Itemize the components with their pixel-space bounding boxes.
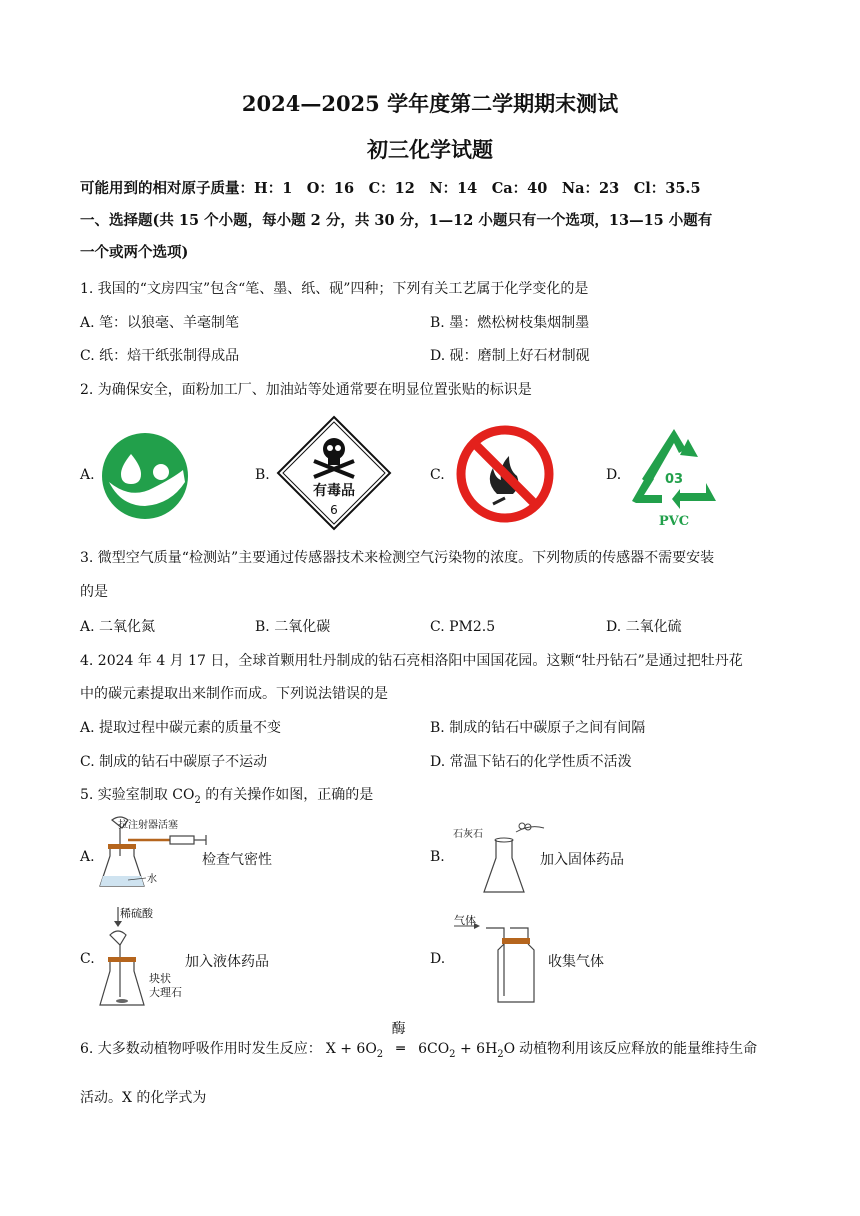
q5-b-caption: 加入固体药品	[540, 852, 624, 868]
add-solid-flask-apparatus-icon	[480, 818, 546, 896]
q1-option-c: C. 纸：焙干纸张制得成品	[80, 348, 240, 364]
q1-option-b: B. 墨：燃松树枝集烟制墨	[430, 315, 590, 331]
recycling-code: 03	[664, 472, 684, 487]
q6-stem-cont: 活动。X 的化学式为	[80, 1090, 207, 1106]
q5-d-label-gas: 气体	[454, 914, 476, 927]
equation-catalyst: 酶	[391, 1021, 406, 1037]
toxic-sign-number: 6	[330, 503, 338, 517]
q5-c-label-lump: 块状	[149, 972, 171, 985]
q2-option-b: B.	[255, 467, 270, 483]
q2-stem: 2. 为确保安全，面粉加工厂、加油站等处通常要在明显位置张贴的标识是	[80, 382, 532, 398]
atomic-masses: 可能用到的相对原子质量：H：1 O：16 C：12 N：14 Ca：40 Na：23 Cl：35.5	[80, 180, 701, 197]
q5-option-c: C.	[80, 951, 95, 967]
q4-option-d: D. 常温下钻石的化学性质不活泼	[430, 754, 632, 770]
exam-title: 2024—2025 学年度第二学期期末测试	[241, 91, 619, 116]
section1-heading-cont: 一个或两个选项)	[80, 244, 189, 261]
q3-stem-cont: 的是	[80, 584, 108, 600]
q5-option-b: B.	[430, 849, 445, 865]
q1-stem: 1. 我国的“文房四宝”包含“笔、墨、纸、砚”四种；下列有关工艺属于化学变化的是	[80, 281, 589, 297]
q5-a-label-water: 水	[147, 874, 157, 885]
q2-option-c: C.	[430, 467, 445, 483]
q4-stem-cont: 中的碳元素提取出来制作而成。下列说法错误的是	[80, 686, 388, 702]
q4-option-b: B. 制成的钻石中碳原子之间有间隔	[430, 720, 646, 736]
q1-option-a: A. 笔：以狼毫、羊毫制笔	[80, 315, 240, 331]
q3-option-a: A. 二氧化氮	[80, 619, 156, 635]
q5-a-label-syringe: 拉注射器活塞	[118, 820, 178, 831]
toxic-sign-text: 有毒品	[313, 483, 355, 499]
q5-c-label-acid: 稀硫酸	[120, 907, 153, 920]
q5-option-a: A.	[80, 849, 95, 865]
water-saving-sign-icon	[101, 432, 189, 520]
q3-stem: 3. 微型空气质量“检测站”主要通过传感器技术来检测空气污染物的浓度。下列物质的传感器不需要安装	[80, 550, 715, 566]
exam-subtitle: 初三化学试题	[367, 137, 493, 162]
q1-option-d: D. 砚：磨制上好石材制砚	[430, 348, 590, 364]
q4-option-a: A. 提取过程中碳元素的质量不变	[80, 720, 282, 736]
q3-option-b: B. 二氧化碳	[255, 619, 331, 635]
recycling-pvc-sign-icon	[626, 421, 722, 531]
q3-option-c: C. PM2.5	[430, 619, 496, 635]
no-open-flame-sign-icon	[455, 424, 555, 524]
q5-option-d: D.	[430, 951, 446, 967]
q2-option-a: A.	[80, 467, 95, 483]
toxic-hazard-sign-icon	[276, 415, 392, 531]
q4-option-c: C. 制成的钻石中碳原子不运动	[80, 754, 268, 770]
q5-d-caption: 收集气体	[548, 954, 604, 970]
q5-c-label-marble: 大理石	[149, 986, 182, 999]
respiration-equation: $X + 6O_2$ 酶 ═ $6CO_2 + 6H_2O$	[325, 1021, 516, 1060]
q2-option-d: D.	[606, 467, 622, 483]
q4-stem: 4. 2024 年 4 月 17 日，全球首颗用牡丹制成的钻石亮相洛阳中国国花园。这颗“牡丹钻石”是通过把牡丹花	[80, 653, 743, 669]
q5-stem: 5. 实验室制取 $CO_2$ 的有关操作如图，正确的是	[80, 787, 374, 806]
q5-a-caption: 检查气密性	[202, 852, 272, 868]
recycling-material: PVC	[658, 514, 690, 529]
q5-c-caption: 加入液体药品	[185, 954, 269, 970]
q5-b-label-limestone: 石灰石	[453, 829, 483, 840]
section1-heading: 一、选择题(共 15 个小题，每小题 2 分，共 30 分，1—12 小题只有一个选项，13—15 小题有	[80, 212, 713, 229]
q3-option-d: D. 二氧化硫	[606, 619, 682, 635]
q6-stem: 6. 大多数动植物呼吸作用时发生反应： $X + 6O_2$ 酶 ═ $6CO_2 + 6H_2O$ 动植物利用该反应释放的能量维持生命	[80, 1040, 757, 1064]
